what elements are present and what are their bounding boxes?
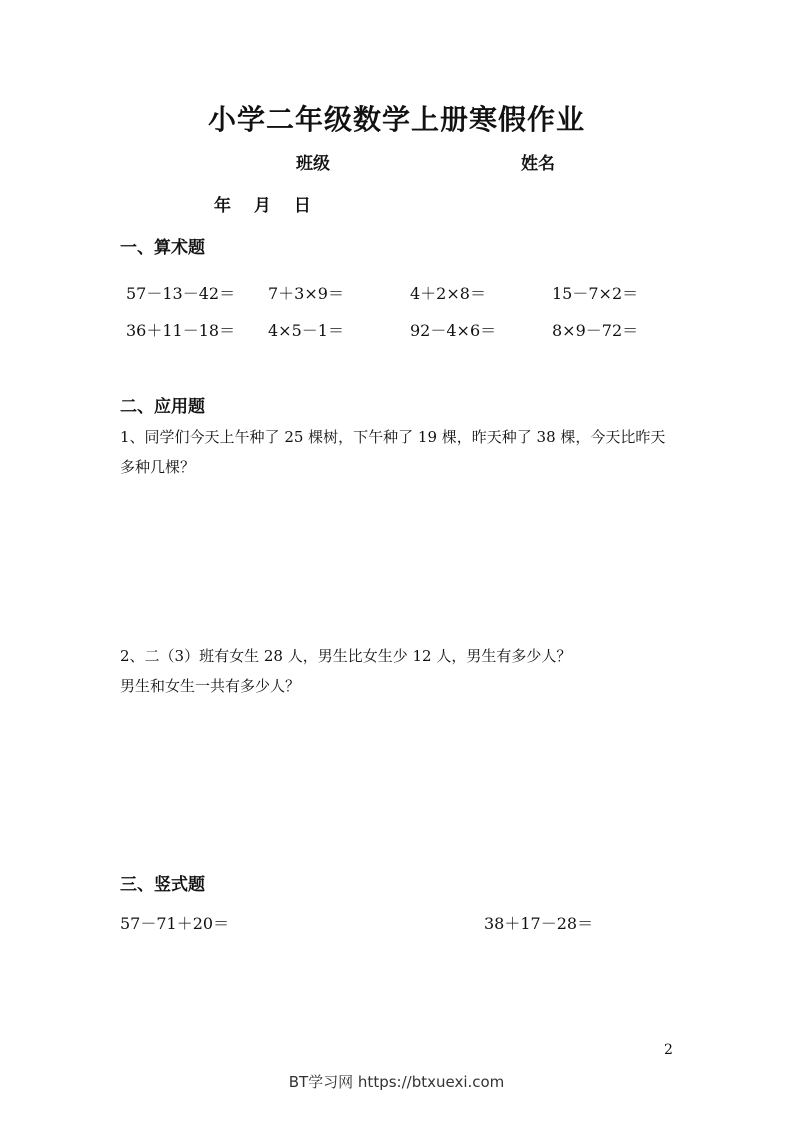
page-number: 2 [664,1042,673,1058]
equation: 92－4×6＝ [410,321,497,340]
equation: 15－7×2＝ [552,284,639,303]
equation: 4×5－1＝ [268,321,344,340]
name-label: 姓名 [521,154,555,174]
page-title: 小学二年级数学上册寒假作业 [207,103,585,136]
equation: 36＋11－18＝ [126,321,236,340]
question-1-line-2: 多种几棵？ [120,458,196,476]
date-label: 年 月 日 [214,196,311,216]
question-1-line-1: 1、同学们今天上午种了 25 棵树，下午种了 19 棵，昨天种了 38 棵，今天比昨天 [120,428,666,446]
class-label: 班级 [296,154,330,174]
footer-link[interactable]: BT学习网 https://btxuexi.com [288,1073,505,1091]
section-word-problems-heading: 二、应用题 [120,397,205,417]
vertical-equation: 57－71＋20＝ [120,914,230,933]
equation: 4＋2×8＝ [410,284,486,303]
question-2-line-2: 男生和女生一共有多少人？ [120,677,301,695]
equation: 57－13－42＝ [126,284,236,303]
vertical-equation: 38＋17－28＝ [484,914,594,933]
equation: 7＋3×9＝ [268,284,344,303]
section-arithmetic-heading: 一、算术题 [120,238,205,258]
section-vertical-heading: 三、竖式题 [120,875,205,895]
equation: 8×9－72＝ [552,321,639,340]
question-2-line-1: 2、二（3）班有女生 28 人，男生比女生少 12 人，男生有多少人？ [120,647,572,665]
